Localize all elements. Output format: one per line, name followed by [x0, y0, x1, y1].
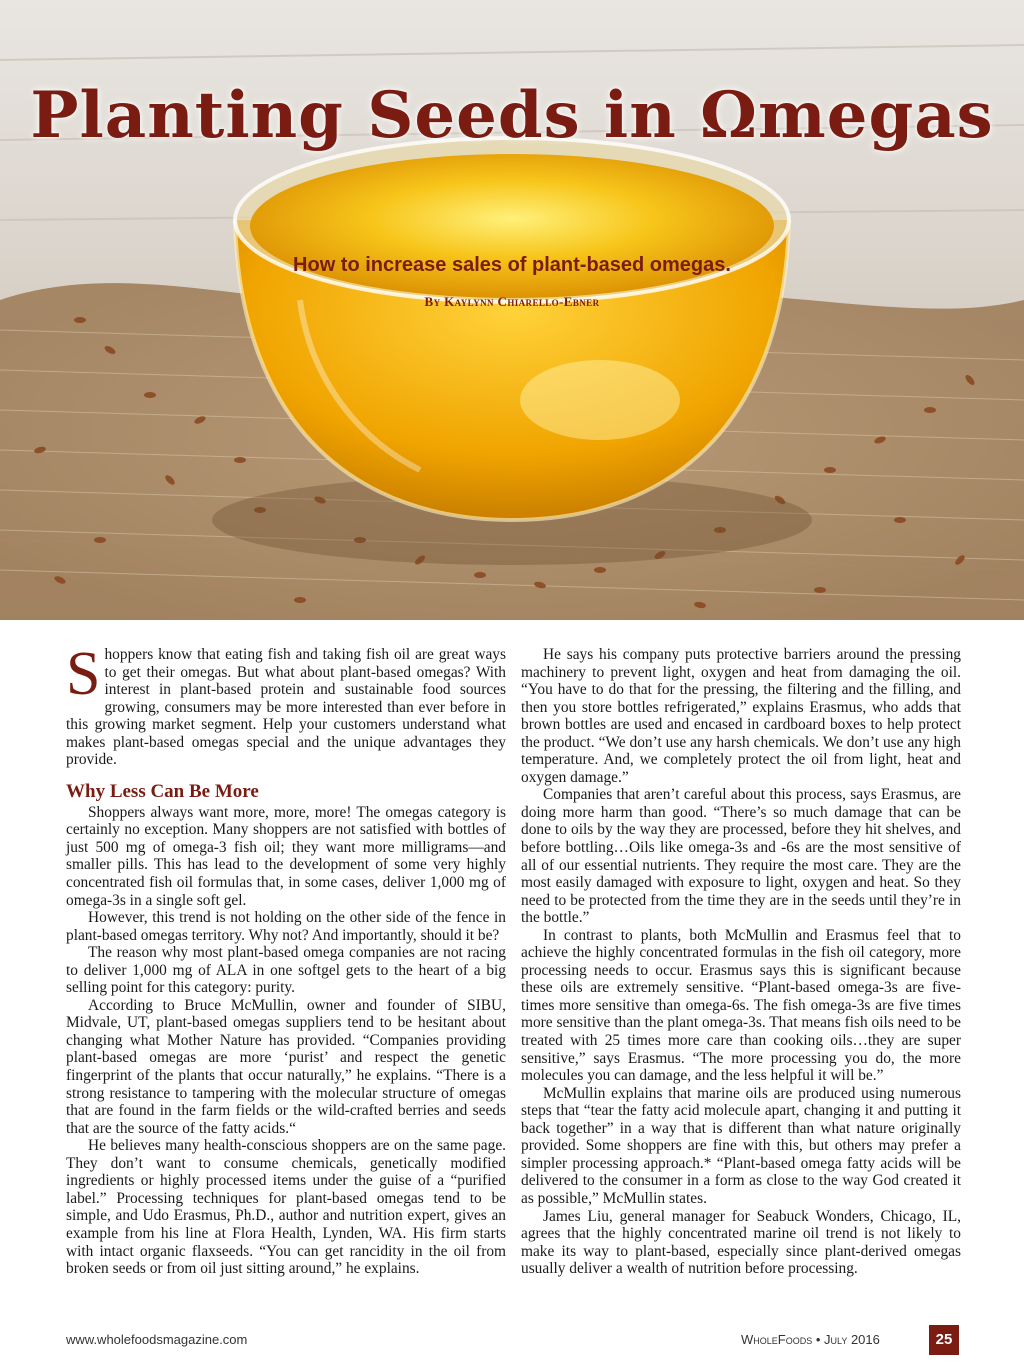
- article-column-right: [521, 646, 961, 1278]
- body-paragraph: The reason why most plant-based omega companies are not racing to deliver 1,000 mg of ALA in one softgel gets to the heart of a big selling point for this category: purity.: [66, 944, 506, 997]
- body-paragraph: He says his company puts protective barriers around the pressing machinery to prevent light, oxygen and heat from damaging the oil. “You have to do that for the pressing, the filtering and the filling, and then you store bottles refrigerated,” explains Erasmus, who adds that brown bottles are used and encased in cardboard boxes to help protect the product. “We don’t use any harsh chemicals. We don’t use any high temperature. And, we completely protect the oil from light, heat and oxygen damage.”: [521, 646, 961, 786]
- article-subtitle: How to increase sales of plant-based omegas.: [293, 254, 731, 276]
- body-paragraph: In contrast to plants, both McMullin and Erasmus feel that to achieve the highly concentrated formulas in the fish oil category, more processing needs to occur. Erasmus says this is significant because these oils are extremely sensitive. “Plant-based omega-3s are five-times more sensitive than omega-6s. The fish omega-3s are five times more sensitive than the plant omega-3s. That means fish oils need to be treated with 25 times more care than cooking oils…they are super sensitive,” says Erasmus. “The more processing you do, the more molecules you can damage, and the less helpful it will be.”: [521, 926, 961, 1085]
- drop-cap: S: [66, 640, 101, 708]
- byline: By Kaylynn Chiarello-Ebner: [424, 294, 600, 309]
- page-number: 25: [929, 1325, 959, 1355]
- article-title: Planting Seeds in Ωmegas: [30, 78, 994, 153]
- footer-issue: WholeFoods • July 2016: [741, 1332, 880, 1347]
- body-paragraph: According to Bruce McMullin, owner and founder of SIBU, Midvale, UT, plant-based omegas suppliers tend to be hesitant about changing what Mother Nature has provided. “Companies providing plant-based omegas are more ‘purist’ and respect the genetic fingerprint of the plants that occur naturally,” he explains. “There is a strong resistance to tampering with the molecular structure of omegas that are found in the farm fields or the wild-crafted berries and seeds that are the source of the fatty acids.“: [66, 996, 506, 1137]
- body-paragraph: Companies that aren’t careful about this process, says Erasmus, are doing more harm than good. “There’s so much damage that can be done to oils by the way they are processed, before they hit shelves, and before bottling…Oils like omega-3s and -6s are the most sensitive of all of our essential nutrients. They require the most care. They are the most easily damaged with exposure to light, oxygen and heat. So they need to be protected from the time they are in the seeds until they’re in the bottle.”: [521, 786, 961, 927]
- section-heading: Why Less Can Be More: [66, 780, 259, 802]
- body-paragraph: He believes many health-conscious shoppers are on the same page. They don’t want to consume chemicals, genetically modified ingredients or highly processed items under the guise of a “purified label.” Processing techniques for plant-based omegas tend to be simple, and Udo Erasmus, Ph.D., author and nutrition expert, gives an example from his line at Flora Health, Lynden, WA. His firm starts with intact organic flaxseeds. “You can get rancidity in the oil from broken seeds or from oil just sitting around,” he explains.: [66, 1137, 506, 1278]
- intro-paragraph: [66, 640, 506, 769]
- article-column-left: [66, 640, 506, 1278]
- body-paragraph: James Liu, general manager for Seabuck Wonders, Chicago, IL, agrees that the highly concentrated marine oil trend is not likely to make its way to plant-based, especially since plant-derived omegas usually deliver a wealth of nutrition before processing.: [521, 1207, 961, 1278]
- intro-text: hoppers know that eating fish and taking fish oil are great ways to get their omegas. But what about plant-based omegas? With interest in plant-based protein and sustainable food sources growing, consumers may be more interested than ever before in this growing market segment. Help your customers understand what makes plant-based omegas special and the unique advantages they provide.: [66, 646, 506, 769]
- body-paragraph: Shoppers always want more, more, more! The omegas category is certainly no exception. Many shoppers are not satisfied with bottles of just 500 mg of omega-3 fish oil; they want more milligrams—and smaller pills. This has lead to the development of some very highly concentrated fish oil formulas that, in some cases, deliver 1,000 mg of omega-3s in a single soft gel.: [66, 803, 506, 909]
- footer-website-link[interactable]: www.wholefoodsmagazine.com: [66, 1332, 248, 1347]
- body-paragraph: However, this trend is not holding on the other side of the fence in plant-based omegas territory. Why not? And importantly, should it be?: [66, 909, 506, 944]
- body-paragraph: McMullin explains that marine oils are produced using numerous steps that “tear the fatty acid molecule apart, changing it and putting it back together” in a way that is different than what nature originally provided. Some shoppers are fine with this, but others may prefer a simpler processing approach.* “Plant-based omega fatty acids will be delivered to the consumer in a form as close to the way God created it as possible,” McMullin states.: [521, 1084, 961, 1207]
